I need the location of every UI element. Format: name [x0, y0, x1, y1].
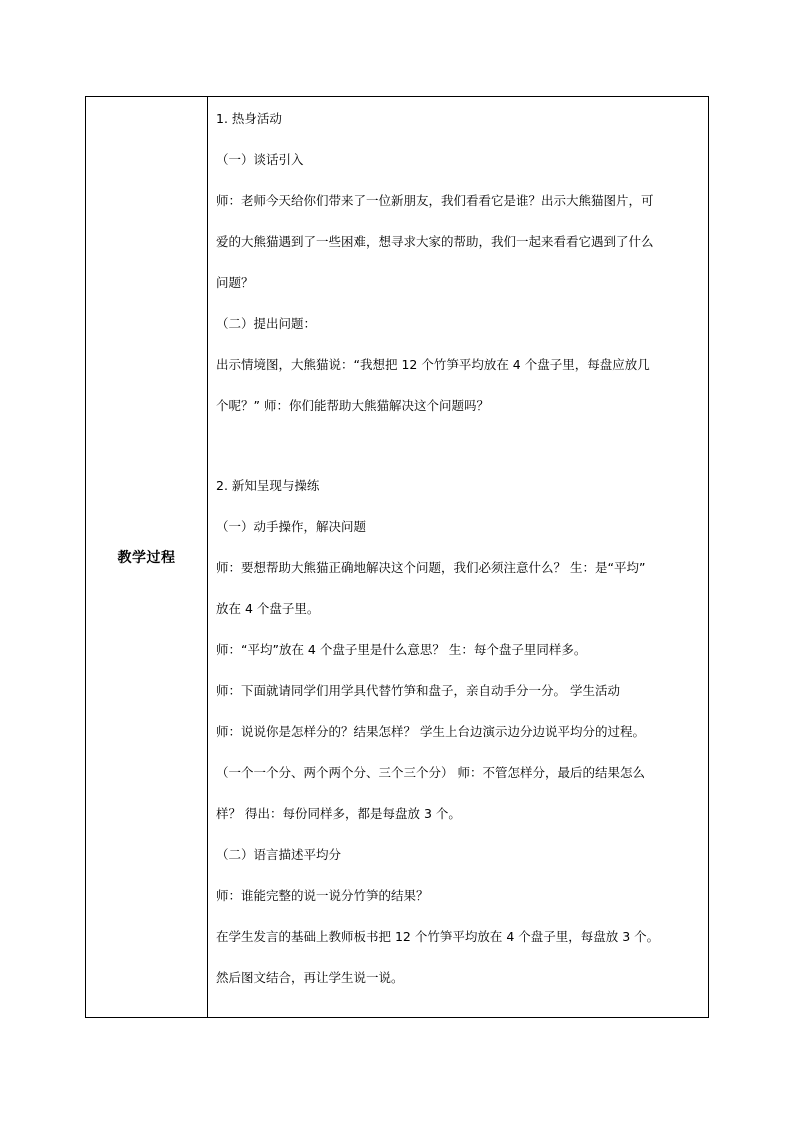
section-label: 教学过程 — [117, 550, 176, 566]
section-content-cell — [208, 97, 708, 1017]
subheading-language: （二）语言描述平均分 — [216, 847, 342, 862]
paragraph-line: 师：说说你是怎样分的？结果怎样？ 学生上台边演示边分边说平均分的过程。 — [216, 724, 645, 739]
heading-new-knowledge: 2. 新知呈现与操练 — [216, 478, 320, 493]
paragraph-line: 放在 4 个盘子里。 — [216, 601, 320, 616]
paragraph-line: 师：要想帮助大熊猫正确地解决这个问题，我们必须注意什么？ 生：是“平均” — [216, 560, 646, 575]
subheading-intro: （一）谈话引入 — [216, 152, 304, 167]
paragraph-line: 问题？ — [216, 275, 254, 290]
paragraph-line: （一个一个分、两个两个分、三个三个分） 师：不管怎样分，最后的结果怎么 — [216, 765, 645, 780]
paragraph-line: 爱的大熊猫遇到了一些困难，想寻求大家的帮助，我们一起来看看它遇到了什么 — [216, 234, 654, 249]
paragraph-line: 师：谁能完整的说一说分竹笋的结果？ — [216, 888, 429, 903]
paragraph-line: 样？ 得出：每份同样多，都是每盘放 3 个。 — [216, 806, 461, 821]
lesson-table — [85, 96, 709, 1018]
paragraph-line: 出示情境图，大熊猫说：“我想把 12 个竹笋平均放在 4 个盘子里，每盘应放几 — [216, 357, 650, 372]
paragraph-line: 个呢？” 师：你们能帮助大熊猫解决这个问题吗？ — [216, 398, 489, 413]
paragraph-line: 然后图文结合，再让学生说一说。 — [216, 970, 404, 985]
subheading-hands-on: （一）动手操作，解决问题 — [216, 519, 367, 534]
section-label-cell — [86, 97, 208, 1017]
heading-warmup: 1. 热身活动 — [216, 111, 282, 126]
paragraph-line: 师：下面就请同学们用学具代替竹笋和盘子，亲自动手分一分。 学生活动 — [216, 683, 620, 698]
paragraph-line: 师：老师今天给你们带来了一位新朋友，我们看看它是谁？出示大熊猫图片，可 — [216, 193, 654, 208]
paragraph-line: 师：“平均”放在 4 个盘子里是什么意思？ 生：每个盘子里同样多。 — [216, 642, 587, 657]
subheading-problem: （二）提出问题： — [216, 316, 317, 331]
paragraph-line: 在学生发言的基础上教师板书把 12 个竹笋平均放在 4 个盘子里，每盘放 3 个。 — [216, 929, 660, 944]
